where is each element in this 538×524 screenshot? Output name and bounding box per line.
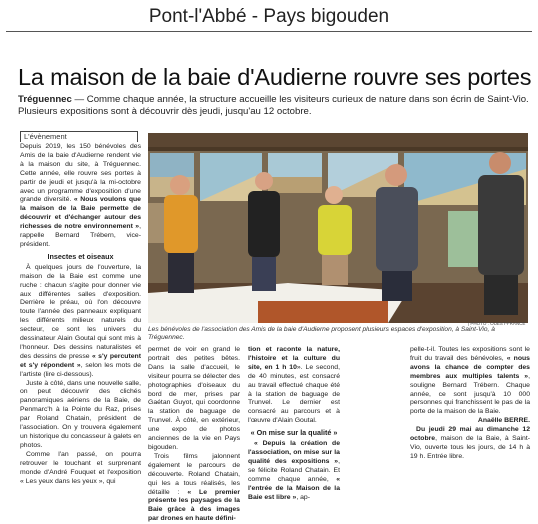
paragraph xyxy=(148,453,240,524)
event-label: L'évènement xyxy=(20,131,138,142)
paragraph xyxy=(248,440,340,502)
practical-info xyxy=(410,426,530,462)
section-header: Pont-l'Abbé - Pays bigouden xyxy=(148,6,390,27)
article-headline: La maison de la baie d'Audierne rouvre ses portes xyxy=(18,64,532,90)
text: Trois films jalonnent également le parcours de découverte. Roland Chatain, qui les a tous réalisés, les détaille : xyxy=(148,452,240,496)
article-column-1 xyxy=(20,143,141,486)
lede-text: — Comme chaque année, la structure accueille les visiteurs curieux de nature dans son écrin de Saint-Vio. Plusieurs expositions sont à découvrir dès jeudi, jusqu'au 12 octobre. xyxy=(18,94,529,117)
subheading: « On mise sur la qualité » xyxy=(250,428,338,438)
paragraph: Comme l'an passé, on pourra retrouver le touchant et surprenant monde d'André Fouquet et l'exposition « Les yeux dans les yeux », qui xyxy=(20,450,141,485)
text: À quelques jours de l'ouverture, la maison de la Baie est comme une ruche : chacun s'agite pour donner vie aux différentes salles d'exposition. Derrière le préau, où l'on découvre toute l'année des panneaux expliquant les différents milieux naturels du secteur, ce sont les univers du dessinateur Alain Goutal qui sont mis à l'honneur. Des dessins naturalistes et des dessins de presse xyxy=(20,263,141,360)
article-lede xyxy=(18,94,530,118)
quote: « nous avons la chance de compter des membres aux multiples talents » xyxy=(410,354,530,380)
paragraph xyxy=(410,346,530,417)
article-column-3 xyxy=(248,346,340,502)
quote: « Le premier présente les paysages de la Baie grâce à des images par drones en haute défini- xyxy=(148,488,240,523)
photo-credit: | PHOTO : OUEST-FRANCE xyxy=(468,321,526,326)
author-signature: Anaëlle BERRE. xyxy=(477,417,530,425)
person xyxy=(478,152,524,315)
text: , rappelle Bernard Trébern, vice-président. xyxy=(20,223,141,248)
lede-place: Tréguennec xyxy=(18,94,72,105)
quote: « l'entrée de la Maison de la Baie est libre » xyxy=(248,475,341,501)
photo-caption: Les bénévoles de l'association des Amis de la baie d'Audierne proposent plusieurs espaces d'exposition, à Saint-Vio, à Tréguennec. xyxy=(148,326,495,342)
text: , maison de la Baie, à Saint-Vio, ouverte tous les jours, de 14 h à 19 h. Entrée libre. xyxy=(410,435,530,460)
text: Depuis 2019, les 150 bénévoles des Amis de la baie d'Audierne rendent vie à la maison du site, à Tréguennec. Cette année, elle rouvre ses portes à partir de jeudi et jusqu'à la mi-octobre avec un programme d'exposition d'une grande diversité. xyxy=(20,143,141,204)
dates: Du jeudi 29 mai au dimanche 12 octobre xyxy=(410,426,530,443)
quote: « Nous voulons que la maison de la Baie permette de découvrir et d'échanger autour des richesses de notre environnement » xyxy=(20,196,141,231)
paragraph xyxy=(20,264,141,380)
volunteers-photo-illustration xyxy=(148,133,528,323)
text: , se félicite Roland Chatain. Et comme chaque année, xyxy=(248,457,340,483)
text: , souligne Bernard Trébern. Chaque année, ce sont jusqu'à 10 000 personnes qui franchissent le pas de la porte de la maison de la Baie. xyxy=(410,372,530,416)
paragraph xyxy=(20,143,141,250)
paragraph: Juste à côté, dans une nouvelle salle, on peut découvrir des clichés panoramiques aériens de la Baie, de Penmarc'h à la Pointe du Raz, prises par Roland Chatain, président de l'association. On y trouvera également un historique du concasseur à galets en photos. xyxy=(20,379,141,449)
text: ». Le second, de 40 minutes, est consacré au travail effectué chaque été à la station de baguage de Trunvel. Le dernier est consacré au parcours et à l'œuvre d'Alain Goutal. xyxy=(248,363,341,425)
text: pelle-t-il. Toutes les expositions sont le fruit du travail des bénévoles, xyxy=(410,346,530,362)
text: , ap- xyxy=(296,493,311,501)
quote: « s'y percutent et s'y répondent » xyxy=(20,352,141,369)
quote: « Depuis la création de l'association, on mise sur la qualité des expositions » xyxy=(248,440,340,465)
text: , selon les mots de l'artiste (lire ci-dessous). xyxy=(20,361,142,378)
section-rule xyxy=(6,31,532,32)
quote: tion et raconte la nature, l'histoire et la culture du site, en 1 h 10 xyxy=(248,346,340,371)
paragraph xyxy=(248,346,340,426)
article-photo xyxy=(148,133,528,323)
subheading: Insectes et oiseaux xyxy=(47,251,114,261)
paragraph: permet de voir en grand le portrait des petites bêtes. Dans la salle d'accueil, le visiteur pourra se délecter des photographies d'oiseaux du bord de mer, prises par Gaétan Guyot, qui coordonne la station de baguage de Trunvel. À côté, en extérieur, une expo de photos anciennes de la vie en Pays bigouden. xyxy=(148,346,240,451)
article-column-2 xyxy=(148,346,240,524)
article-column-4 xyxy=(410,346,530,462)
